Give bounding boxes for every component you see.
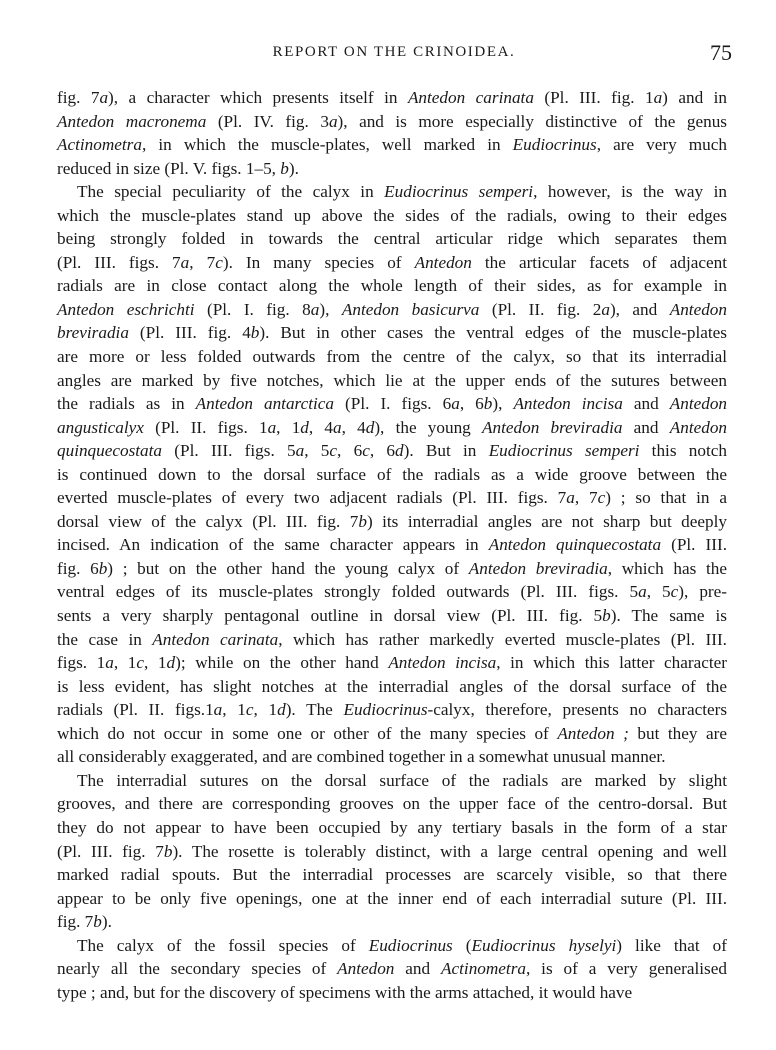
text-run: ), — [492, 394, 514, 414]
italic-text: Antedon — [414, 252, 472, 272]
text-run: (Pl. III. fig. 4 — [128, 323, 251, 343]
text-line — [57, 133, 727, 157]
italic-text: b — [93, 912, 102, 932]
text-run: , 4 — [308, 417, 334, 437]
text-line — [57, 580, 727, 604]
text-run: (Pl. III. fig. 7 — [57, 841, 164, 861]
italic-text: a — [213, 700, 223, 720]
italic-text: Actinometra — [441, 959, 526, 979]
italic-text: c — [215, 252, 223, 272]
italic-text: Antedon — [337, 959, 395, 979]
italic-text: a — [180, 252, 190, 272]
body-text — [57, 86, 727, 1004]
italic-text: a — [653, 88, 663, 107]
text-run: ventral edges of its muscle-plates strongly folded outwards (Pl. III. figs. 5 — [57, 582, 639, 602]
italic-text: c — [329, 441, 338, 461]
text-line — [57, 110, 727, 134]
text-run: grooves, and there are corresponding grooves on the upper face of the centro-dorsal. But — [57, 794, 727, 814]
text-run: ). The — [285, 700, 344, 720]
text-run: , is of a very generalised — [525, 959, 727, 979]
text-run: nearly all the secondary species of — [57, 959, 338, 979]
italic-text: Eudiocrinus — [368, 935, 453, 955]
text-run: and — [394, 959, 442, 979]
text-run: ) ; but on the other hand the young calyx of — [107, 558, 469, 578]
italic-text: Antedon macronema — [57, 111, 207, 131]
text-run: , 5 — [646, 582, 671, 602]
text-line — [57, 769, 727, 793]
text-run: being strongly folded in towards the central articular ridge which separates them — [57, 229, 727, 249]
text-run: they do not appear to have been occupied by any tertiary basals in the form of a star — [57, 817, 727, 837]
text-run: , which has rather markedly everted muscle-plates (Pl. III. — [278, 629, 727, 649]
text-line — [57, 345, 727, 369]
italic-text: Eudiocrinus semperi — [384, 182, 534, 202]
italic-text: Eudiocrinus — [343, 700, 428, 720]
italic-text: c — [136, 653, 145, 673]
text-line — [57, 816, 727, 840]
text-line — [57, 251, 727, 275]
italic-text: Antedon carinata — [407, 88, 534, 107]
text-run: , 1 — [144, 653, 167, 673]
text-run: ). The same is — [610, 606, 727, 626]
text-line — [57, 651, 727, 675]
text-line — [57, 321, 727, 345]
text-run: , are very much — [596, 135, 727, 155]
text-line — [57, 86, 727, 110]
text-run: appear to be only five openings, one at the inner end of each interradial suture (Pl. III. — [57, 888, 727, 908]
text-line — [57, 416, 727, 440]
text-line — [57, 863, 727, 887]
text-line — [57, 910, 727, 934]
text-run: is less evident, has slight notches at the interradial angles of the dorsal surface of the — [57, 676, 727, 696]
italic-text: a — [328, 111, 338, 131]
italic-text: Antedon carinata — [152, 629, 279, 649]
text-run: The special peculiarity of the calyx in — [77, 182, 385, 202]
italic-text: d — [300, 417, 309, 437]
italic-text: b — [358, 511, 367, 531]
italic-text: d — [166, 653, 176, 673]
text-run: , 5 — [304, 441, 330, 461]
text-run: ). — [288, 158, 299, 178]
italic-text: d — [277, 700, 286, 720]
text-line — [57, 369, 727, 393]
text-line — [57, 840, 727, 864]
italic-text: a — [99, 88, 109, 107]
italic-text: Antedon ; — [557, 723, 629, 743]
text-run: , 6 — [369, 441, 396, 461]
text-run: angles are marked by five notches, which lie at the upper ends of the sutures between — [57, 370, 727, 390]
italic-text: a — [295, 441, 305, 461]
text-run: but they are — [628, 723, 727, 743]
text-line — [57, 463, 727, 487]
text-run: The calyx of the fossil species of — [77, 935, 369, 955]
italic-text: Antedon incisa — [513, 394, 623, 414]
text-run: which the muscle-plates stand up above the sides of the radials, owing to their edges — [57, 205, 727, 225]
text-run: ). The rosette is tolerably distinct, with a large central opening and well — [172, 841, 727, 861]
text-line — [57, 227, 727, 251]
text-run: (Pl. III. — [661, 535, 727, 555]
italic-text: Antedon — [669, 394, 728, 414]
text-line — [57, 298, 727, 322]
text-line — [57, 557, 727, 581]
italic-text: a — [267, 417, 277, 437]
italic-text: Eudiocrinus — [512, 135, 597, 155]
text-run: and — [622, 417, 670, 437]
text-run: and — [622, 394, 670, 414]
text-run: ), — [319, 299, 342, 319]
text-run: sents a very sharply pentagonal outline in dorsal view (Pl. III. fig. 5 — [57, 606, 603, 626]
text-run: ) and in — [662, 88, 727, 107]
running-header — [56, 40, 732, 70]
text-run: ). — [101, 912, 112, 932]
text-run: ), a character which presents itself in — [108, 88, 408, 107]
text-line — [57, 510, 727, 534]
text-run: ), and is more especially distinctive of the genus — [337, 111, 727, 131]
text-run: ); while on the other hand — [175, 653, 389, 673]
text-run: ) its interradial angles are not sharp but deeply — [366, 511, 727, 531]
italic-text: quinquecostata — [57, 441, 163, 461]
italic-text: a — [638, 582, 647, 602]
text-run: (Pl. I. figs. 6 — [334, 394, 452, 414]
text-run: fig. 7 — [57, 912, 94, 932]
italic-text: d — [395, 441, 404, 461]
text-run: ), the young — [374, 417, 483, 437]
text-run: are more or less folded outwards from the centre of the calyx, so that its interradial — [57, 347, 727, 367]
text-run: ). In many species of — [222, 252, 415, 272]
text-run: (Pl. IV. fig. 3 — [206, 111, 329, 131]
paragraph — [57, 934, 727, 1005]
text-run: fig. 7 — [57, 88, 100, 107]
italic-text: Antedon breviradia — [482, 417, 623, 437]
text-line — [57, 957, 727, 981]
italic-text: c — [597, 488, 606, 508]
text-run: this notch — [639, 441, 727, 461]
italic-text: c — [245, 700, 254, 720]
paragraph — [57, 769, 727, 934]
page-number: 75 — [710, 40, 732, 65]
italic-text: b — [163, 841, 173, 861]
italic-text: d — [365, 417, 375, 437]
text-run: ) like that of — [616, 935, 727, 955]
italic-text: Eudiocrinus hyselyi — [471, 935, 617, 955]
italic-text: a — [451, 394, 460, 414]
italic-text: c — [362, 441, 370, 461]
text-run: dorsal view of the calyx (Pl. III. fig. 7 — [57, 511, 359, 531]
text-line — [57, 745, 727, 769]
text-run: fig. 6 — [57, 558, 99, 578]
text-run: (Pl. II. figs. 1 — [143, 417, 268, 437]
text-run: radials are in close contact along the whole length of their sides, as for example in — [57, 276, 727, 296]
text-line — [57, 628, 727, 652]
text-run: , in which this latter character — [496, 653, 728, 673]
running-title: REPORT ON THE CRINOIDEA. — [272, 44, 516, 60]
italic-text: Antedon — [669, 299, 727, 319]
italic-text: breviradia — [57, 323, 129, 343]
italic-text: Antedon breviradia — [468, 558, 608, 578]
text-line — [57, 604, 727, 628]
italic-text: Antedon — [669, 417, 728, 437]
text-run: radials (Pl. II. figs.1 — [57, 700, 214, 720]
text-run: marked radial spouts. But the interradial processes are scarcely visible, so that there — [57, 865, 727, 885]
text-run: , 4 — [341, 417, 366, 437]
text-run: (Pl. III. fig. 1 — [533, 88, 654, 107]
text-run: reduced in size (Pl. V. figs. 1–5, — [57, 158, 281, 178]
italic-text: b — [250, 323, 260, 343]
text-run: , 6 — [337, 441, 363, 461]
text-run: -calyx, therefore, presents no characters — [427, 700, 728, 720]
text-run: , 1 — [253, 700, 278, 720]
italic-text: Antedon incisa — [388, 653, 497, 673]
italic-text: Antedon quinquecostata — [488, 535, 662, 555]
italic-text: a — [310, 299, 320, 319]
text-line — [57, 157, 727, 181]
italic-text: Antedon antarctica — [195, 394, 335, 414]
text-run: ( — [452, 935, 472, 955]
italic-text: c — [670, 582, 679, 602]
text-run: ), and — [609, 299, 670, 319]
text-run: , which has the — [607, 558, 727, 578]
text-run: The interradial sutures on the dorsal surface of the radials are marked by slight — [77, 770, 727, 790]
text-run: , in which the muscle-plates, well marked in — [141, 135, 513, 155]
text-run: ). But in — [403, 441, 489, 461]
text-line — [57, 792, 727, 816]
text-run: , however, is the way in — [533, 182, 727, 202]
paragraph — [57, 180, 727, 769]
italic-text: a — [566, 488, 575, 508]
italic-text: a — [105, 653, 114, 673]
text-run: all considerably exaggerated, and are combined together in a somewhat unusual manner. — [57, 747, 666, 767]
text-run: ), pre- — [678, 582, 727, 602]
text-run: (Pl. III. figs. 7 — [57, 252, 181, 272]
text-run: (Pl. I. fig. 8 — [194, 299, 311, 319]
text-run: (Pl. II. fig. 2 — [479, 299, 602, 319]
text-run: the case in — [57, 629, 153, 649]
text-line — [57, 204, 727, 228]
text-run: is continued down to the dorsal surface of the radials as a wide groove between the — [57, 464, 727, 484]
text-run: the radials as in — [57, 394, 196, 414]
text-line — [57, 392, 727, 416]
text-line — [57, 934, 727, 958]
italic-text: b — [280, 158, 289, 178]
text-line — [57, 675, 727, 699]
text-run: , 7 — [574, 488, 598, 508]
italic-text: Antedon eschrichti — [57, 299, 195, 319]
italic-text: Actinometra — [57, 135, 142, 155]
paragraph — [57, 86, 727, 180]
text-run: the articular facets of adjacent — [471, 252, 728, 272]
text-line — [57, 180, 727, 204]
italic-text: b — [483, 394, 493, 414]
text-run: , 6 — [459, 394, 484, 414]
text-line — [57, 486, 727, 510]
text-run: , 1 — [113, 653, 137, 673]
text-run: everted muscle-plates of every two adjacent radials (Pl. III. figs. 7 — [57, 488, 567, 508]
text-line — [57, 439, 727, 463]
italic-text: a — [601, 299, 610, 319]
text-line — [57, 722, 727, 746]
text-run: , 7 — [189, 252, 216, 272]
italic-text: b — [98, 558, 108, 578]
text-line — [57, 533, 727, 557]
italic-text: Eudiocrinus semperi — [488, 441, 640, 461]
italic-text: angusticalyx — [57, 417, 144, 437]
text-run: incised. An indication of the same character appears in — [57, 535, 489, 555]
text-run: ) ; so that in a — [605, 488, 727, 508]
italic-text: b — [602, 606, 611, 626]
text-run: which do not occur in some one or other of the many species of — [57, 723, 558, 743]
text-run: , 1 — [276, 417, 301, 437]
text-run: type ; and, but for the discovery of specimens with the arms attached, it would have — [57, 982, 633, 1002]
text-run: , 1 — [222, 700, 246, 720]
text-line — [57, 274, 727, 298]
text-line — [57, 887, 727, 911]
text-run: ). But in other cases the ventral edges of the muscle-plates — [259, 323, 727, 343]
text-line — [57, 981, 727, 1005]
text-line — [57, 698, 727, 722]
italic-text: a — [333, 417, 342, 437]
italic-text: Antedon basicurva — [341, 299, 480, 319]
text-run: (Pl. III. figs. 5 — [162, 441, 296, 461]
text-run: figs. 1 — [57, 653, 106, 673]
